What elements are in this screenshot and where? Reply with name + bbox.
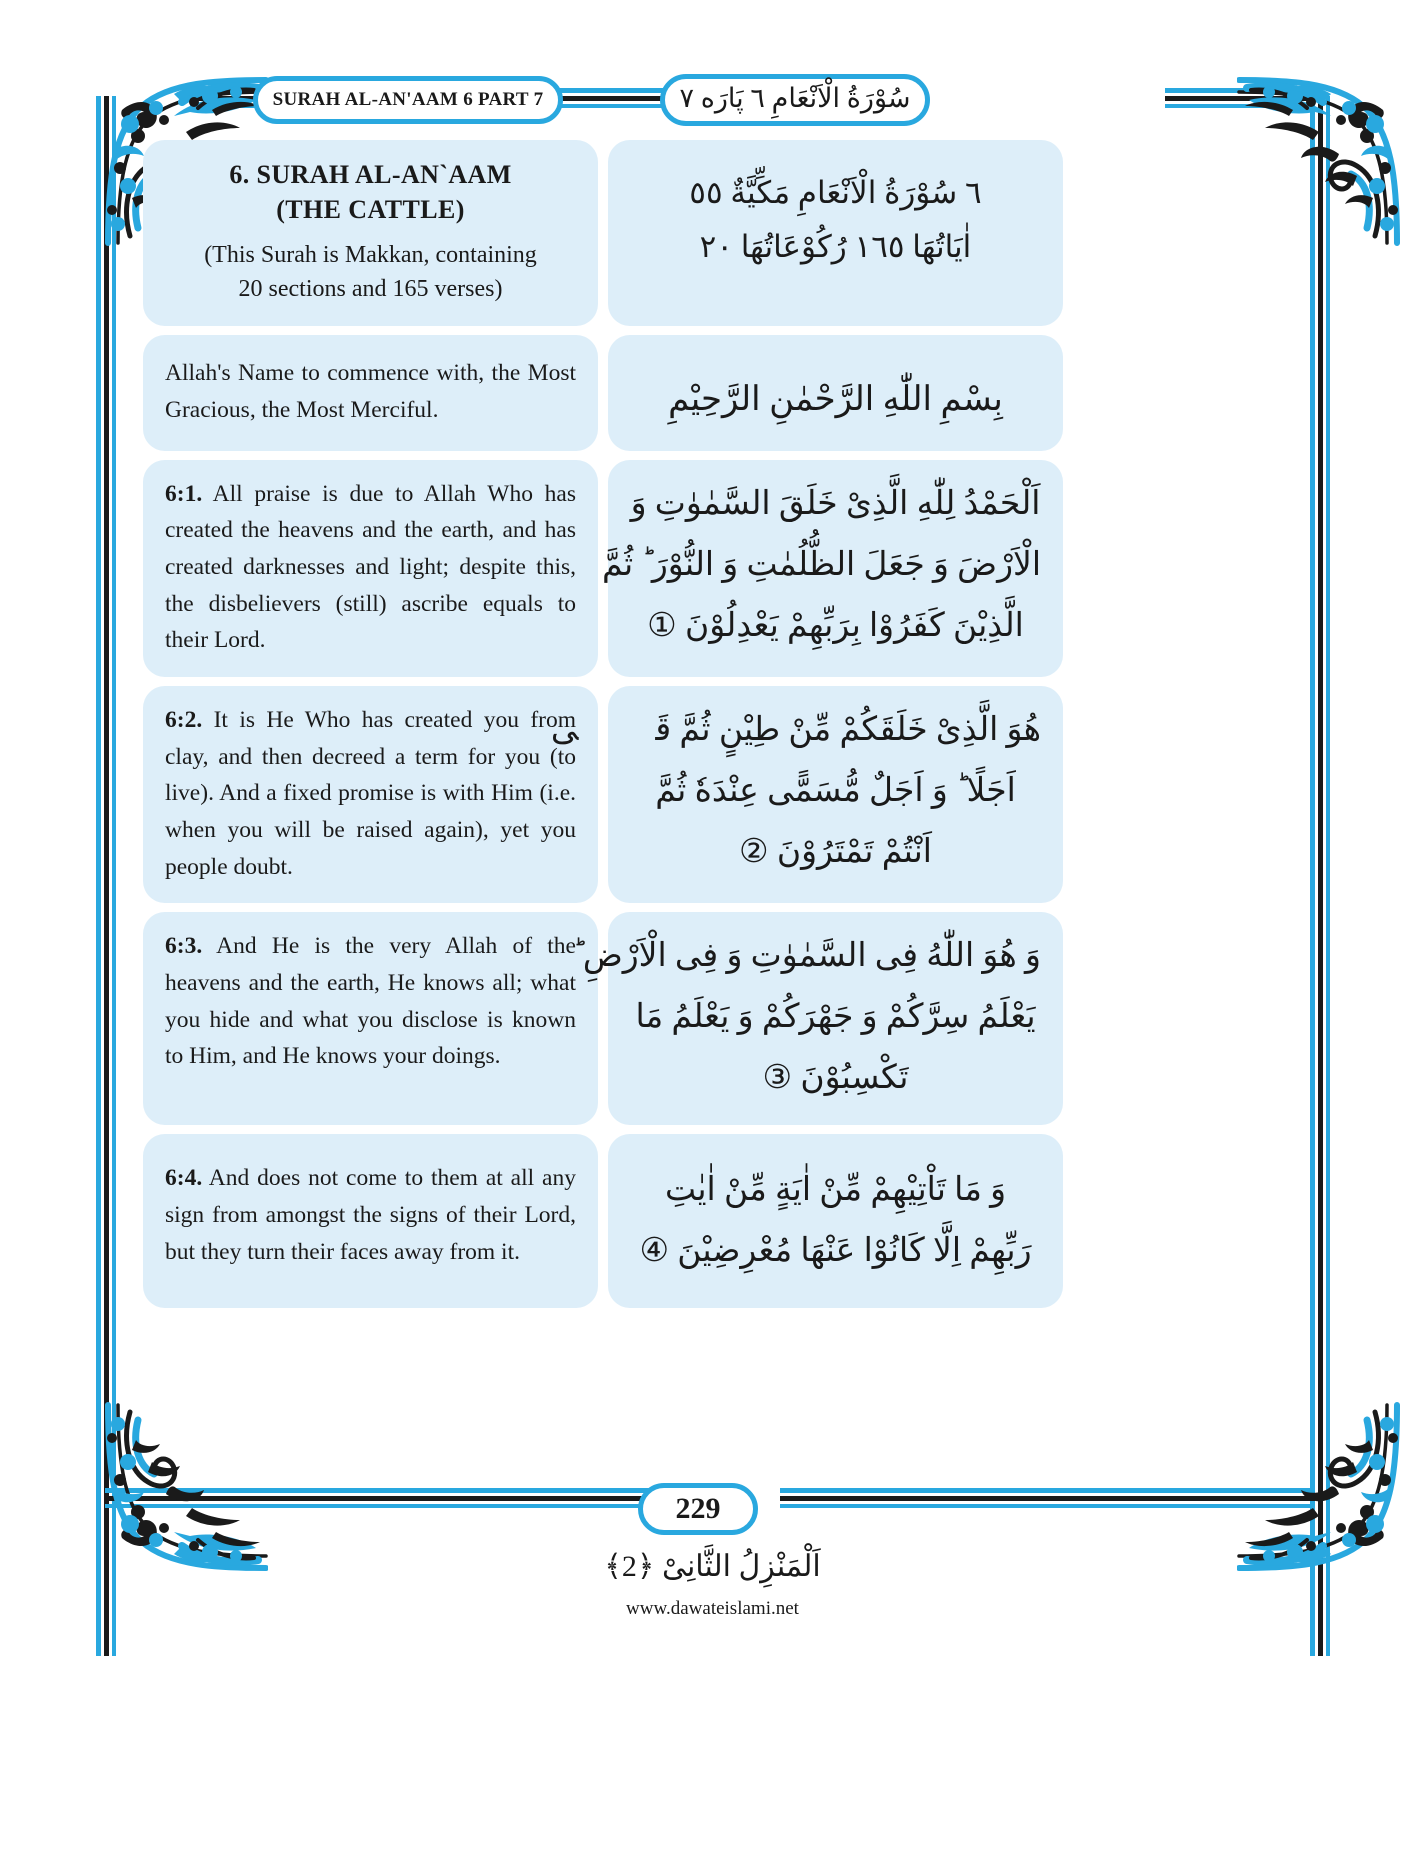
verse-arabic <box>572 912 1063 1125</box>
bismillah-arabic <box>608 335 1063 450</box>
surah-title-row <box>143 140 1283 326</box>
verse-number: 6:3. <box>165 933 203 960</box>
verse-row <box>143 460 1283 677</box>
verse-arabic <box>608 1134 1063 1308</box>
surah-title-panel-english <box>143 140 598 326</box>
verse-arabic-line: تَكْسِبُوْنَ ③ <box>762 1060 909 1097</box>
header-surah-label-arabic <box>660 74 930 126</box>
verse-number: 6:4. <box>165 1165 203 1192</box>
surah-title-line2: (THE CATTLE) <box>276 194 465 224</box>
page-number-text: 229 <box>675 1492 721 1525</box>
surah-title-line1: 6. SURAH AL-AN`AAM <box>229 160 512 189</box>
verse-english-text: And He is the very Allah of the heavens and the earth, He knows all; what you hide and what you disclose is known to Him, and He knows your doings. <box>165 933 576 1070</box>
verse-english <box>143 460 598 677</box>
website-url: www.dawateislami.net <box>626 1598 799 1619</box>
verse-row <box>143 1134 1283 1308</box>
verse-arabic-line: وَ مَا تَاْتِیْهِمْ مِّنْ اٰیَةٍ مِّنْ اٰیٰتِ <box>664 1172 1007 1209</box>
verse-english <box>143 686 598 903</box>
verse-arabic-line: اَلْحَمْدُ لِلّٰهِ الَّذِیْ خَلَقَ السَّمٰوٰتِ وَ <box>630 485 1041 522</box>
manzil-label: اَلْمَنْزِلُ الثَّانِیْ ﴿2﴾ <box>604 1550 821 1583</box>
header-surah-label-english <box>253 76 563 124</box>
verse-english-text: All praise is due to Allah Who has created the heavens and the earth, and has created darknesses and light; despite this, the disbelievers (still) ascribe equals to their Lord. <box>165 480 576 654</box>
surah-note-line2: 20 sections and 165 verses) <box>238 275 503 302</box>
verse-arabic-line: یَعْلَمُ سِرَّكُمْ وَ جَهْرَكُمْ وَ یَعْلَمُ مَا <box>635 999 1036 1036</box>
header-surah-label-english-text: SURAH AL-AN'AAM 6 PART 7 <box>272 89 544 110</box>
verse-arabic <box>550 686 1063 903</box>
border-line-top-right <box>1165 88 1315 107</box>
page-number-badge <box>638 1483 758 1535</box>
border-line-top-middle <box>557 88 667 107</box>
verse-number: 6:1. <box>165 480 203 507</box>
header-surah-label-arabic-text: سُوْرَةُ الْاَنْعَامِ ٦ پَارَه ٧ <box>679 82 911 113</box>
verse-row <box>143 912 1283 1125</box>
surah-title-panel-arabic <box>608 140 1063 326</box>
bismillah-arabic-text: بِسْمِ اللّٰهِ الرَّحْمٰنِ الرَّحِیْمِ <box>668 381 1003 419</box>
verse-row <box>143 686 1283 903</box>
surah-note-line1: (This Surah is Makkan, containing <box>204 242 537 269</box>
border-line-bottom-left <box>105 1488 650 1507</box>
bismillah-english: Allah's Name to commence with, the Most Gracious, the Most Merciful. <box>143 335 598 450</box>
verse-arabic-line: الْاَرْضَ وَ جَعَلَ الظُّلُمٰتِ وَ النُّوْرَ ؕ ثُمَّ <box>601 546 1041 583</box>
border-line-bottom-right <box>780 1488 1315 1507</box>
verse-english-text: It is He Who has created you from clay, and then decreed a term for you (to live). And a fixed promise is with Him (i.e. when you will be raised again), yet you people doubt. <box>165 706 577 880</box>
verse-english-text: And does not come to them at all any sign from amongst the signs of their Lord, but they turn their faces away from it. <box>165 1165 576 1265</box>
surah-title-arabic-line1: ٦ سُوْرَةُ الْاَنْعَامِ مَكِّيَّةٌ ٥٥ <box>689 175 982 210</box>
bismillah-row <box>143 335 1283 450</box>
verse-number: 6:2. <box>165 706 203 733</box>
verse-arabic-line: الَّذِیْنَ كَفَرُوْا بِرَبِّهِمْ یَعْدِلُوْنَ ① <box>647 607 1024 644</box>
verse-arabic-line: وَ هُوَ اللّٰهُ فِی السَّمٰوٰتِ وَ فِی الْاَرْضِ ؕ <box>572 938 1041 975</box>
verse-arabic-line: رَبِّهِمْ اِلَّا كَانُوْا عَنْهَا مُعْرِضِیْنَ ④ <box>639 1233 1032 1270</box>
verse-arabic <box>601 460 1063 677</box>
page-content <box>143 140 1283 1317</box>
border-line-left <box>96 96 115 1656</box>
verse-arabic-line: هُوَ الَّذِیْ خَلَقَكُمْ مِّنْ طِیْنٍ ثُمَّ قَضٰۤى <box>550 711 1041 748</box>
verse-arabic-line: اَجَلًا ؕ وَ اَجَلٌ مُّسَمًّى عِنْدَهٗ ثُمَّ <box>655 772 1016 809</box>
border-line-right <box>1310 96 1329 1656</box>
verse-english <box>143 1134 598 1308</box>
surah-title-arabic-line2: اٰیَاتُهَا ١٦٥ رُكُوْعَاتُهَا ٢٠ <box>699 229 972 265</box>
verse-arabic-line: اَنْتُمْ تَمْتَرُوْنَ ② <box>739 834 932 871</box>
verse-english <box>143 912 598 1125</box>
